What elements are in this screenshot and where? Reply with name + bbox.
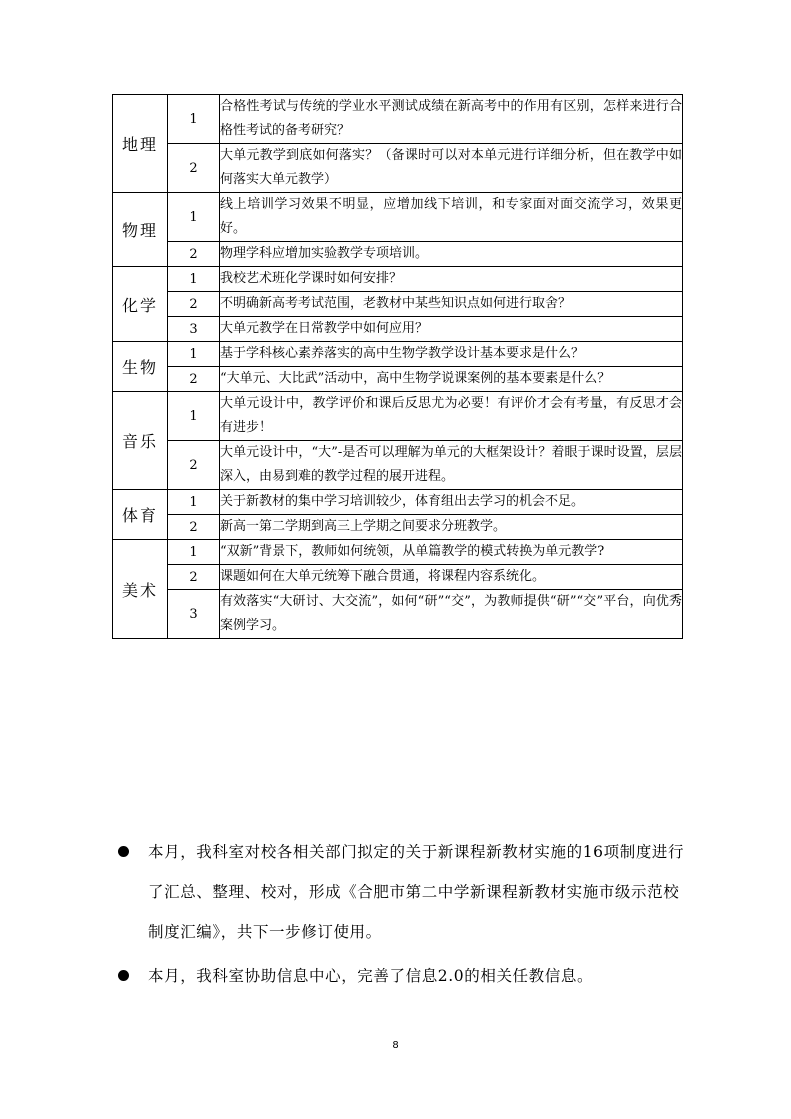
subject-cell: 音乐 xyxy=(113,392,168,490)
item-number: 1 xyxy=(168,193,220,242)
bullet-text: 本月，我科室协助信息中心，完善了信息2.0的相关任教信息。 xyxy=(148,967,594,985)
item-number: 2 xyxy=(168,242,220,267)
item-number: 1 xyxy=(168,540,220,565)
item-text: 大单元教学在日常教学中如何应用？ xyxy=(220,317,683,342)
item-number: 2 xyxy=(168,144,220,193)
item-number: 2 xyxy=(168,367,220,392)
item-text: 关于新教材的集中学习培训较少，体育组出去学习的机会不足。 xyxy=(220,490,683,515)
bullet-dot-icon xyxy=(118,970,129,981)
table-row xyxy=(113,317,683,342)
table-row xyxy=(113,590,683,639)
table-row xyxy=(113,490,683,515)
table-row xyxy=(113,292,683,317)
item-number: 1 xyxy=(168,267,220,292)
item-number: 2 xyxy=(168,441,220,490)
bullet-list xyxy=(118,832,693,996)
item-text: 基于学科核心素养落实的高中生物学教学设计基本要求是什么？ xyxy=(220,342,683,367)
item-number: 1 xyxy=(168,342,220,367)
table-row xyxy=(113,441,683,490)
item-text: “大单元、大比武”活动中，高中生物学说课案例的基本要素是什么？ xyxy=(220,367,683,392)
subject-cell: 物理 xyxy=(113,193,168,267)
bullet-dot-icon xyxy=(118,846,129,857)
table-row xyxy=(113,95,683,144)
table-row xyxy=(113,515,683,540)
subject-cell: 化学 xyxy=(113,267,168,342)
item-number: 2 xyxy=(168,565,220,590)
item-number: 1 xyxy=(168,490,220,515)
item-text: 合格性考试与传统的学业水平测试成绩在新高考中的作用有区别，怎样来进行合格性考试的备考研究？ xyxy=(220,95,683,144)
bullet-item xyxy=(118,832,693,952)
item-text: 新高一第二学期到高三上学期之间要求分班教学。 xyxy=(220,515,683,540)
table-row xyxy=(113,193,683,242)
item-number: 2 xyxy=(168,515,220,540)
bullet-item xyxy=(118,956,693,996)
subject-cell: 生物 xyxy=(113,342,168,392)
item-text: 大单元设计中，“大”-是否可以理解为单元的大框架设计？着眼于课时设置，层层深入，由易到难的教学过程的展开进程。 xyxy=(220,441,683,490)
item-number: 1 xyxy=(168,95,220,144)
item-text: 大单元设计中，教学评价和课后反思尤为必要！有评价才会有考量，有反思才会有进步！ xyxy=(220,392,683,441)
item-text: 不明确新高考考试范围，老教材中某些知识点如何进行取舍？ xyxy=(220,292,683,317)
item-number: 1 xyxy=(168,392,220,441)
item-number: 3 xyxy=(168,590,220,639)
table-row xyxy=(113,342,683,367)
subject-cell: 美术 xyxy=(113,540,168,639)
bullet-text: 本月，我科室对校各相关部门拟定的关于新课程新教材实施的16项制度进行了汇总、整理、校对，形成《合肥市第二中学新课程新教材实施市级示范校制度汇编》，共下一步修订使用。 xyxy=(148,843,685,941)
table-row xyxy=(113,367,683,392)
item-text: 课题如何在大单元统筹下融合贯通，将课程内容系统化。 xyxy=(220,565,683,590)
item-text: 线上培训学习效果不明显，应增加线下培训，和专家面对面交流学习，效果更好。 xyxy=(220,193,683,242)
item-text: 大单元教学到底如何落实？（备课时可以对本单元进行详细分析，但在教学中如何落实大单元教学） xyxy=(220,144,683,193)
item-text: 我校艺术班化学课时如何安排？ xyxy=(220,267,683,292)
page-number: 8 xyxy=(392,1040,399,1051)
subject-cell: 体育 xyxy=(113,490,168,540)
item-number: 3 xyxy=(168,317,220,342)
table-row xyxy=(113,565,683,590)
table-row xyxy=(113,144,683,193)
question-table xyxy=(112,94,683,639)
table-row xyxy=(113,392,683,441)
item-number: 2 xyxy=(168,292,220,317)
subject-cell: 地理 xyxy=(113,95,168,193)
item-text: 物理学科应增加实验教学专项培训。 xyxy=(220,242,683,267)
table-row xyxy=(113,267,683,292)
item-text: 有效落实“大研讨、大交流”，如何“研”“交”，为教师提供“研”“交”平台，向优秀案例学习。 xyxy=(220,590,683,639)
table-row xyxy=(113,540,683,565)
table-row xyxy=(113,242,683,267)
item-text: “双新”背景下，教师如何统领，从单篇教学的模式转换为单元教学? xyxy=(220,540,683,565)
